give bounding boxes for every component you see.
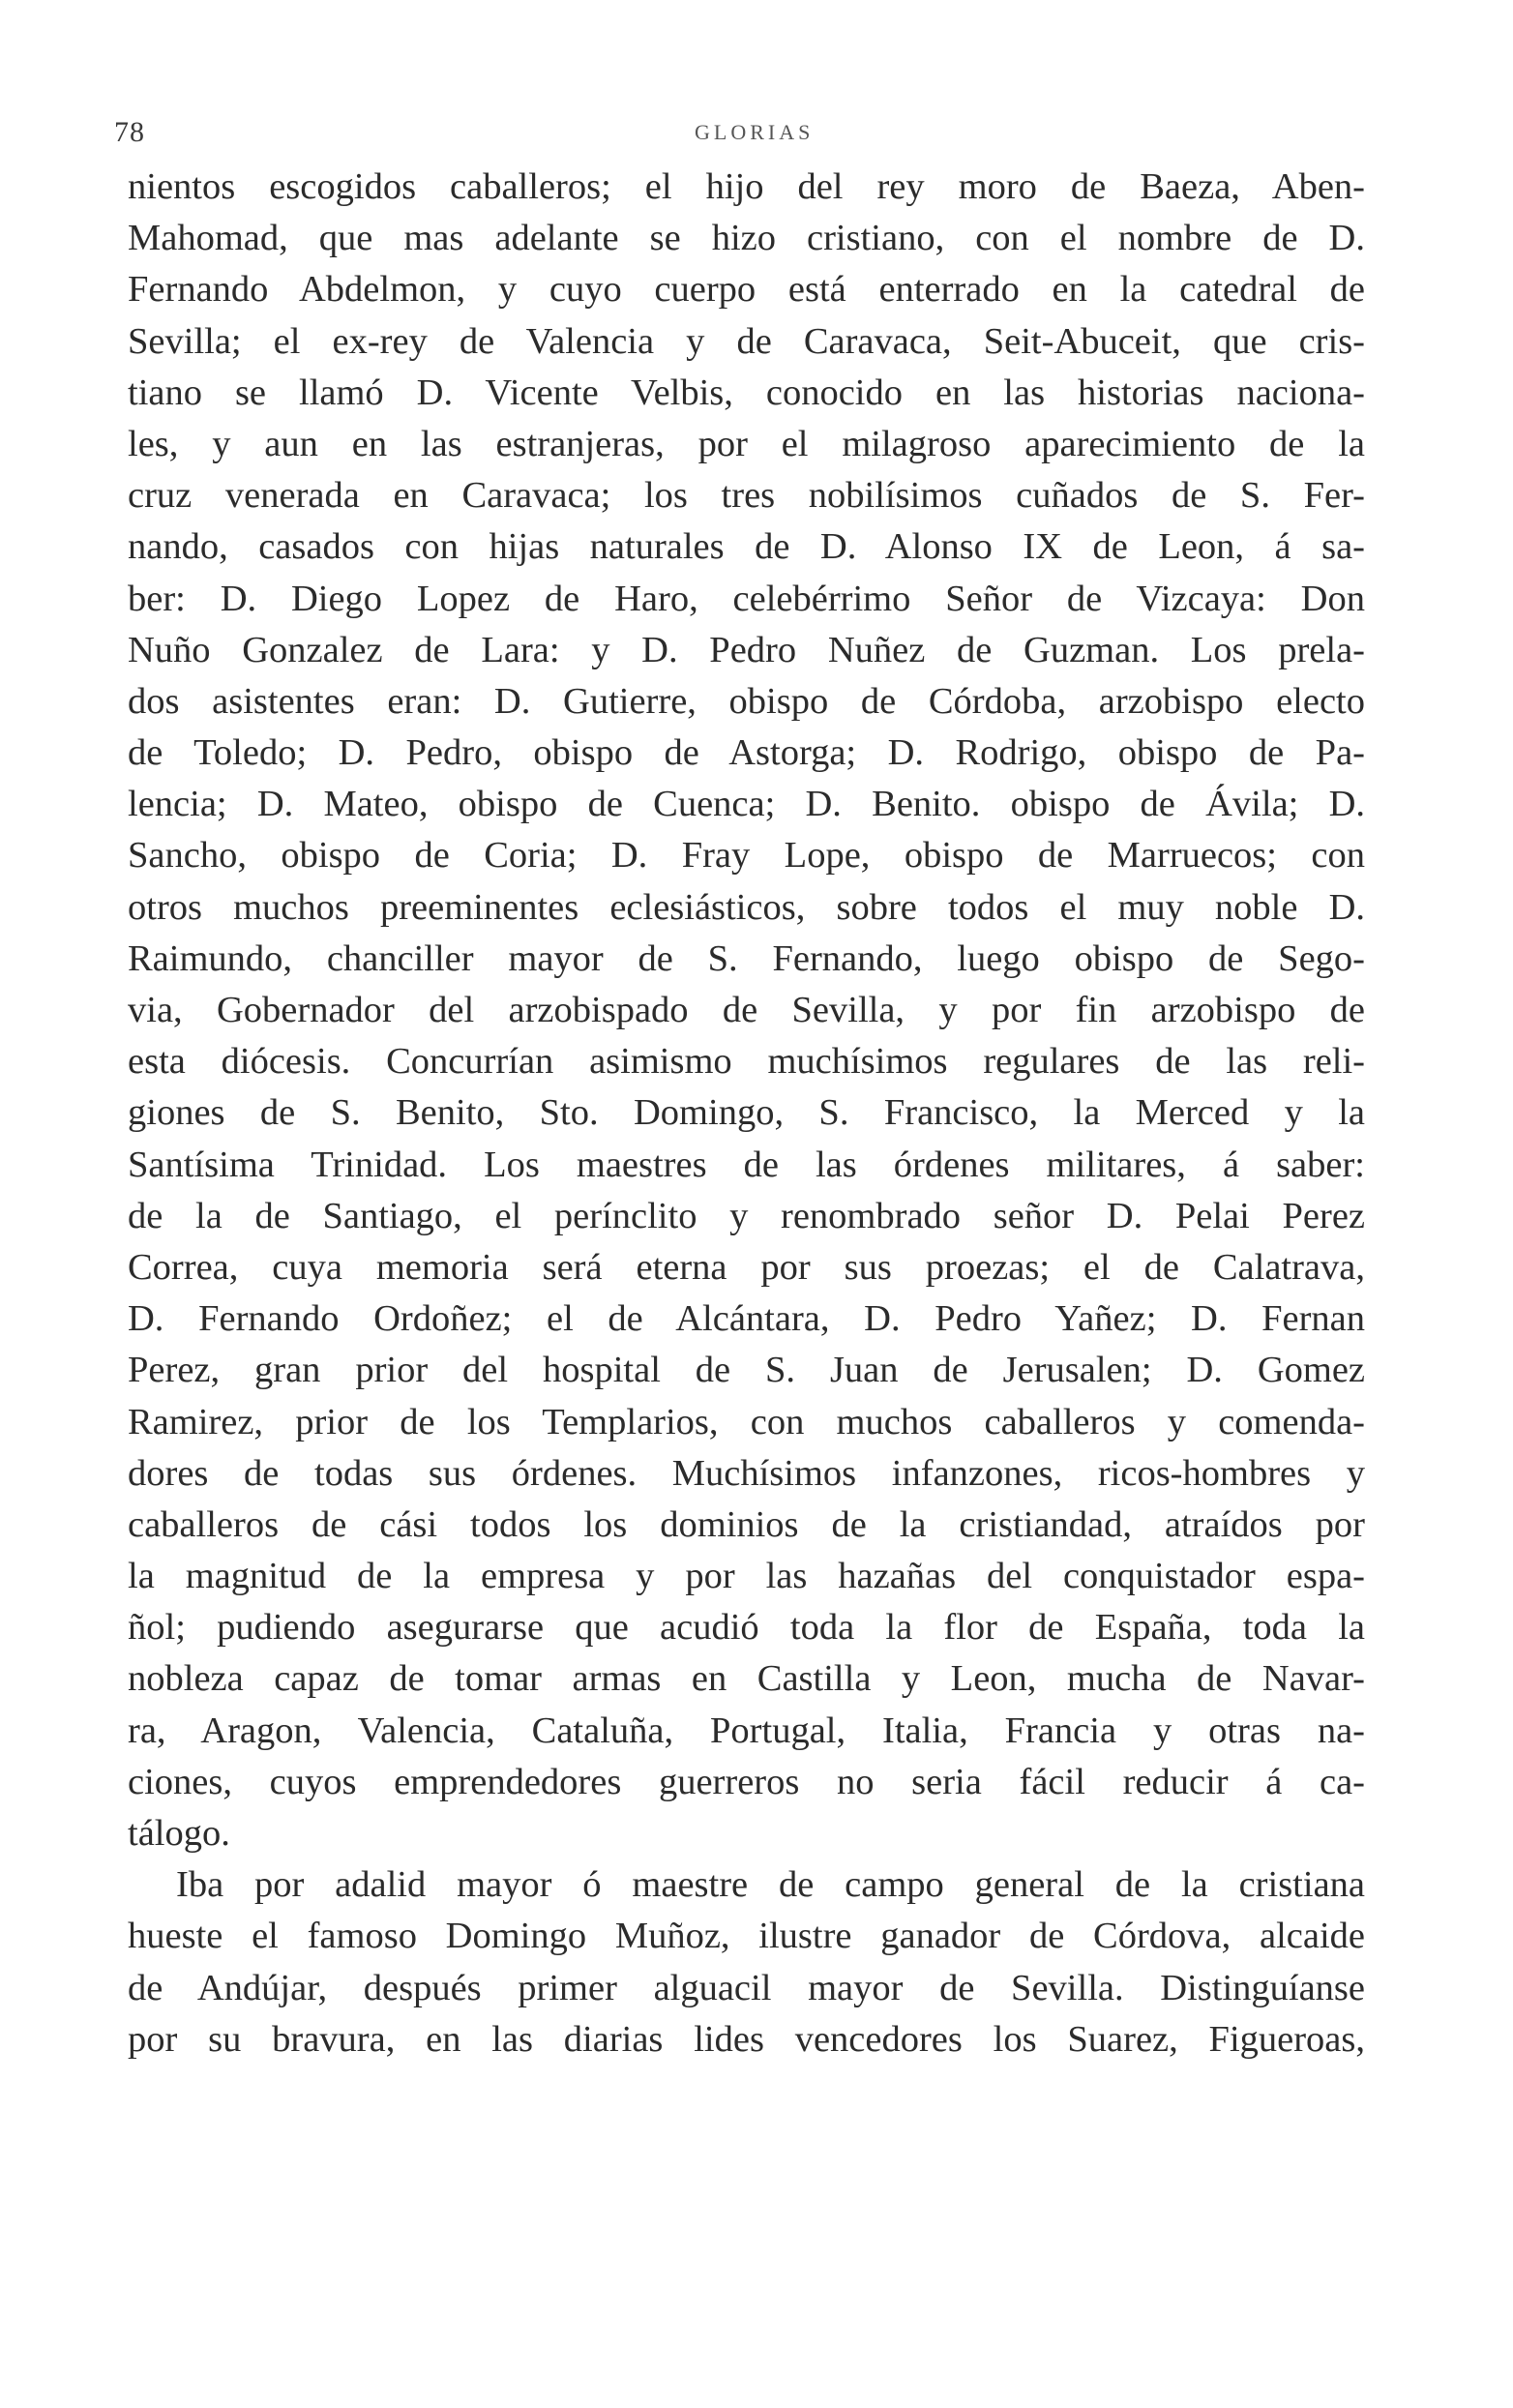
text-line: de la de Santiago, el perínclito y renombrado señor D. Pelai Perez bbox=[128, 1195, 1365, 1236]
text-line: esta diócesis. Concurrían asimismo muchísimos regulares de las reli- bbox=[128, 1041, 1365, 1083]
body-text bbox=[128, 162, 1365, 2066]
text-line: ciones, cuyos emprendedores guerreros no seria fácil reducir á ca- bbox=[128, 1761, 1365, 1802]
text-line: ñol; pudiendo asegurarse que acudió toda la flor de España, toda la bbox=[128, 1607, 1365, 1649]
text-line: nientos escogidos caballeros; el hijo del rey moro de Baeza, Aben- bbox=[128, 166, 1365, 207]
text-line: otros muchos preeminentes eclesiásticos, sobre todos el muy noble D. bbox=[128, 886, 1365, 928]
text-line: de Toledo; D. Pedro, obispo de Astorga; D. Rodrigo, obispo de Pa- bbox=[128, 732, 1365, 774]
text-line: via, Gobernador del arzobispado de Sevilla, y por fin arzobispo de bbox=[128, 990, 1365, 1030]
text-line: nando, casados con hijas naturales de D. Alonso IX de Leon, á sa- bbox=[128, 526, 1365, 568]
text-line: ra, Aragon, Valencia, Cataluña, Portugal, Italia, Francia y otras na- bbox=[128, 1709, 1365, 1751]
paragraph-start-line: Iba por adalid mayor ó maestre de campo general de la cristiana bbox=[176, 1864, 1365, 1906]
paragraph-end-line: tálogo. bbox=[128, 1813, 230, 1854]
text-line: Sevilla; el ex-rey de Valencia y de Caravaca, Seit-Abuceit, que cris- bbox=[128, 320, 1365, 362]
text-line: caballeros de cási todos los dominios de la cristiandad, atraídos por bbox=[128, 1503, 1365, 1545]
text-line: Santísima Trinidad. Los maestres de las órdenes militares, á saber: bbox=[128, 1144, 1365, 1185]
text-line: dos asistentes eran: D. Gutierre, obispo de Córdoba, arzobispo electo bbox=[128, 680, 1365, 722]
text-line: por su bravura, en las diarias lides vencedores los Suarez, Figueroas, bbox=[128, 2018, 1365, 2060]
text-line: giones de S. Benito, Sto. Domingo, S. Francisco, la Merced y la bbox=[128, 1092, 1365, 1134]
text-line: hueste el famoso Domingo Muñoz, ilustre ganador de Córdova, alcaide bbox=[128, 1916, 1365, 1957]
text-line: nobleza capaz de tomar armas en Castilla y Leon, mucha de Navar- bbox=[128, 1658, 1365, 1700]
text-line: Sancho, obispo de Coria; D. Fray Lope, obispo de Marruecos; con bbox=[128, 835, 1365, 877]
text-line: cruz venerada en Caravaca; los tres nobilísimos cuñados de S. Fer- bbox=[128, 475, 1365, 517]
text-line: Ramirez, prior de los Templarios, con muchos caballeros y comenda- bbox=[128, 1401, 1365, 1442]
text-line: lencia; D. Mateo, obispo de Cuenca; D. Benito. obispo de Ávila; D. bbox=[128, 784, 1365, 825]
text-line: Raimundo, chanciller mayor de S. Fernando, luego obispo de Sego- bbox=[128, 937, 1365, 979]
text-line: Nuño Gonzalez de Lara: y D. Pedro Nuñez de Guzman. Los prela- bbox=[128, 629, 1365, 670]
text-line: Perez, gran prior del hospital de S. Juan de Jerusalen; D. Gomez bbox=[128, 1350, 1365, 1391]
page-number: 78 bbox=[114, 116, 145, 148]
text-line: la magnitud de la empresa y por las hazañas del conquistador espa- bbox=[128, 1556, 1365, 1597]
text-line: dores de todas sus órdenes. Muchísimos infanzones, ricos-hombres y bbox=[128, 1452, 1365, 1494]
text-line: D. Fernando Ordoñez; el de Alcántara, D. Pedro Yañez; D. Fernan bbox=[128, 1298, 1365, 1340]
text-line: de Andújar, después primer alguacil mayor de Sevilla. Distinguíanse bbox=[128, 1967, 1365, 2008]
text-line: tiano se llamó D. Vicente Velbis, conocido en las historias naciona- bbox=[128, 372, 1365, 413]
text-line: ber: D. Diego Lopez de Haro, celebérrimo Señor de Vizcaya: Don bbox=[128, 578, 1365, 619]
text-line: Mahomad, que mas adelante se hizo cristiano, con el nombre de D. bbox=[128, 218, 1365, 259]
text-line: Correa, cuya memoria será eterna por sus proezas; el de Calatrava, bbox=[128, 1246, 1365, 1288]
text-line: Fernando Abdelmon, y cuyo cuerpo está enterrado en la catedral de bbox=[128, 269, 1365, 311]
running-head bbox=[114, 116, 1372, 155]
running-title: GLORIAS bbox=[695, 120, 815, 144]
text-line: les, y aun en las estranjeras, por el milagroso aparecimiento de la bbox=[128, 423, 1365, 464]
